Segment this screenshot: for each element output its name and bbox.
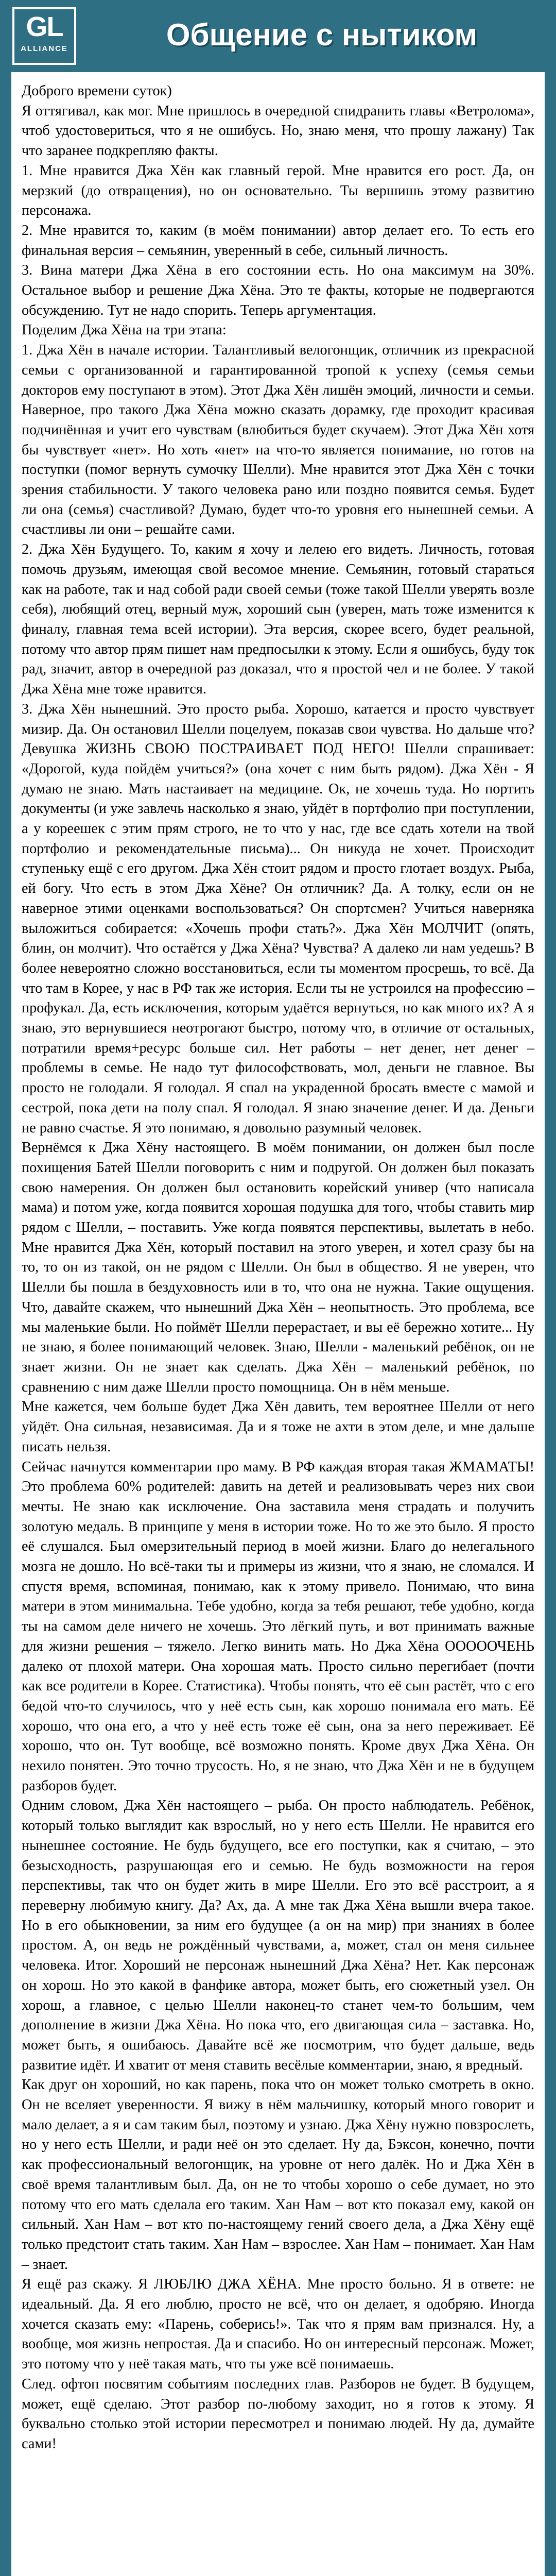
article-body: [11, 72, 545, 2576]
paragraph-present: Вернёмся к Джа Хёну настоящего. В моём понимании, он должен был после похищения Батей Шелли поговорить с ним и подругой. Он должен был показать свою намерения. Он должен был остановить корейский универ (что написала мама) и потом уже, когда появится хорошая подушка для того, чтобы ставить мир рядом с Шелли, – поставить. Уже когда появятся перспективы, вылетать в небо. Мне нравится Джа Хён, который поставил на этого уверен, и хотел сразу бы на то, то он из такой, он не рядом с Шелли. Он был в общество. Я не уверен, что Шелли бы пошла в бездуховность или в то, что она не нужна. Такие ощущения. Что, давайте скажем, что нынешний Джа Хён – неопытность. Это проблема, все мы маленькие были. Но поймёт Шелли перерастает, и вы её бережно хотите... Ну не знаю, я более понимающий человек. Знаю, Шелли - маленький ребёнок, он не знает жизни. Он не знает как сделать. Джа Хён – маленький ребёнок, по сравнению с ним даже Шелли просто помощница. Он в нём меньше.: [22, 1140, 534, 1395]
paragraph-love: Я ещё раз скажу. Я ЛЮБЛЮ ДЖА ХЁНА. Мне просто больно. Я в ответе: не идеальный. Да. Я его люблю, просто не всё, что он делает, я одобряю. Иногда хочется сказать ему: «Парень, соберись!». Так что я прям вам признался. Ну, а вообще, моя жизнь непростая. Да и спасибо. Но он интересный персонаж. Может, это потому что у неё такая мать, что ты уже всё понимаешь.: [22, 2276, 534, 2372]
gl-alliance-logo: [12, 7, 76, 65]
paragraph-friend: Как друг он хороший, но как парень, пока что он может только смотреть в окно. Он не вселяет уверенности. Я вижу в нём мальчишку, который много говорит и мало делает, а я и сам таким был, поэтому и узнаю. Джа Хёну нужно повзрослеть, но у него есть Шелли, и ради неё он это сделает. Ну да, Бэксон, конечно, почти как профессиональный велогонщик, на уровне от него далёк. Но и Джа Хён в своё время талантливым был. Да, он не то чтобы хорошо о себе думает, но это потому что его мать сделала его таким. Хан Нам – вот кто показал ему, какой он сильный. Хан Нам – вот кто по-настоящему гений своего дела, а Джа Хёну ещё только предстоит стать таким. Хан Нам – взрослее. Хан Нам – понимает. Хан Нам – знает.: [22, 2077, 534, 2273]
paragraph-fact-3: 3. Вина матери Джа Хёна в его состоянии есть. Но она максимум на 30%. Остальное выбор и решение Джа Хёна. Это те факты, которые не подвергаются обсуждению. Тут не надо спорить. Теперь аргументация.: [22, 262, 534, 318]
paragraph-fact-2: 2. Мне нравится то, каким (в моём понимании) автор делает его. То есть его финальная версия – семьянин, уверенный в себе, сильный личность.: [22, 222, 534, 259]
paragraph-stages-heading: Поделим Джа Хёна на три этапа:: [22, 322, 227, 338]
paragraph-mother: Сейчас начнутся комментарии про маму. В РФ каждая вторая такая ЖМАМАТЫ! Это проблема 60% родителей: давить на детей и реализовывать через них свои мечты. Не знаю как исключение. Она заставила меня страдать и получить золотую медаль. В принципе у меня в истории тоже. Но то же это было. Я просто её слушался. Был омерзительный период в моей жизни. Благо до нелегального мозга не дошло. Но всё-таки ты и примеры из жизни, что я знаю, не сломался. И спустя время, вспоминая, понимаю, как к этому привело. Понимаю, что вина матери в этом минимальна. Тебе удобно, когда за тебя решают, тебе удобно, когда ты на самом деле ничего не хочешь. Это лёгкий путь, и вот принимать важные для жизни решения – тяжело. Легко винить мать. Но Джа Хёна ОООООЧЕНЬ далеко от плохой матери. Она хорошая мать. Просто сильно перегибает (почти как все родители в Корее. Статистика). Чтобы понять, что её сын растёт, что с его бедой что-то случилось, что у неё есть сын, как хорошо понимала его мать. Её хорошо, что она его, а что у неё есть тоже её сын, она за него переживает. Её хорошо, что он. Тут вообще, всё возможно понять. Кроме двух Джа Хёна. Он нехило понятен. Это точно трусость. Но, я не знаю, что Джа Хён и не в будущем разборов будет.: [22, 1459, 534, 1794]
page-header: [0, 0, 556, 71]
paragraph-fact-1: 1. Мне нравится Джа Хён как главный герой. Мне нравится его рост. Да, он мерзкий (до отвращения), но он основательно. Ты вершишь этому развитию персонажа.: [22, 162, 534, 219]
paragraph-outro: След. офтоп посвятим событиям последних глав. Разборов не будет. В будущем, может, ещё сделаю. Этот разбор по-любому заходит, но я готов к этому. Я буквально столько этой истории пересмотрел и понимаю людей. Ну да, думайте сами!: [22, 2376, 534, 2452]
page-title: Общение с нытиком: [166, 18, 478, 52]
paragraph-stage-2: 2. Джа Хён Будущего. То, каким я хочу и лелею его видеть. Личность, готовая помочь друзьям, имеющая свой весомое мнение. Семьянин, готовый стараться как на работе, так и над собой ради своей семьи (тоже такой Шелли уверять возле себя), любящий отец, верный муж, хороший сын (уверен, мать тоже изменится к финалу, главная тема всей истории). Эта версия, скорее всего, будет реальной, потому что автор прям пишет нам предпосылки к этому. Если я ошибусь, буду ток рад, значит, автор в очередной раз доказал, что я простой чел и не более. У такой Джа Хёна мне тоже нравится.: [22, 541, 534, 698]
paragraph-intro: Я оттягивал, как мог. Мне пришлось в очередной спидранить главы «Ветролома», чтоб удостовериться, что я не ошибусь. Но, знаю меня, что прошу лажану) Так что заранее подкрепляю факты.: [22, 103, 534, 159]
paragraph-stage-1: 1. Джа Хён в начале истории. Талантливый велогонщик, отличник из прекрасной семьи с организованной и гарантированной тропой к успеху (семья семьи докторов ему поступают в этом). Этот Джа Хён лишён эмоций, личности и семьи. Наверное, про такого Джа Хёна можно сказать дорамку, где проходит красивая подчинённая и учит его чувствам (влюбиться будет скучаем). Этот Джа Хён хотя бы чувствует «нет». Но хоть «нет» на что-то является понимание, но готов на поступки (помог вернуть сумочку Шелли). Мне нравится этот Джа Хён с точки зрения стабильности. У такого человека рано или поздно появится семья. Будет ли она (семья) счастливой? Думаю, будет что-то уровня его нынешней семьи. А счастливы ли они – решайте сами.: [22, 342, 534, 538]
paragraph-stage-3: 3. Джа Хён нынешний. Это просто рыба. Хорошо, катается и просто чувствует мизир. Дa. Он остановил Шелли поцелуем, показав свои чувства. Но дальше что? Девушка ЖИЗНЬ СВОЮ ПОСТРАИВАЕТ ПОД НЕГО! Шелли спрашивает: «Дорогой, куда пойдём учиться?» (она хочет с ним быть рядом). Джа Хён - Я думаю не знаю. Мать настаивает на медицине. Ок, не хочешь туда. Но портить документы (и уже завлечь насколько я знаю, уйдёт в портфолио при поступлении, а у кореешек с этим прям строго, не то что у нас, где все сдать хотели на твой портфолио и рекомендательные письма)... Он никуда не хочет. Происходит ступеньку ещё с его другом. Джа Хён стоит рядом и просто глотает воздух. Рыба, ей богу. Что есть в этом Джа Хёне? Он отличник? Да. А толку, если он не наверное этими оценками воспользоваться? Он спортсмен? Учиться наверняка выложиться собирается: «Хочешь профи стать?». Джа Хён МОЛЧИТ (опять, блин, он молчит). Что остаётся у Джа Хёна? Чувства? А далеко ли нам уедешь? В более невероятно сложно восстановиться, если ты моментом просрешь, то всё. Да что там в Корее, у нас в РФ так же история. Если ты не устроился на профессию – профукал. Да, есть исключения, которым удаётся вернуться, но как много их? А я знаю, это вернувшиеся неотрогают быстро, потому что, в отличие от остальных, потратили время+ресурс больше сил. Нет работы – нет денег, нет денег – проблемы в семье. Не надо тут философствовать, мол, деньги не главное. Вы просто не голодали. Я голодал. Я спал на украденной бросать вместе с мамой и сестрой, пока дети на полу спал. Я голодал. Я знаю значение денег. И да. Деньги не равно счастье. Я это понимаю, я довольно разумный человек.: [22, 701, 534, 1136]
logo-main-text: GL: [26, 11, 63, 42]
logo-sub-text: ALLIANCE: [21, 44, 68, 53]
paragraph-summary: Одним словом, Джа Хён настоящего – рыба. Он просто наблюдатель. Ребёнок, который только выглядит как взрослый, но у него есть Шелли. Не нравится его нынешнее состояние. Не будь будущего, все его поступки, как я считаю, – это безысходность, разрушающая его и семью. Не будь возможности на героя перспективы, так что он будет жить в мире Шелли. Его это всё расстроит, а я переверну любимую книгу. Да? Ах, да. А мне так Джа Хёна вышли вчера такое. Но в его обыкновении, за ним его будущее (а он на мир) при знаниях в более простом. А, он ведь не рождённый чувствами, а, может, стал он меня сильнее человека. Итог. Хороший не персонаж нынешний Джа Хёна? Нет. Как персонаж он хорош. Но это какой в фанфике автора, может быть, его сюжетный узел. Он хорош, а главное, с целью Шелли наконец-то станет чем-то большим, чем дополнение в жизни Джа Хёна. Но пока что, его двигающая сила – заставка. Но, может быть, я ошибаюсь. Давайте всё же посмотрим, что будет дальше, ведь развитие идёт. И хватит от меня ставить весёлые комментарии, знаю, я вредный.: [22, 1798, 534, 2073]
paragraph-shelly: Мне кажется, чем больше будет Джа Хён давить, тем вероятнее Шелли от него уйдёт. Она сильная, независимая. Да и я тоже не ахти в этом деле, и мне дальше писать нельзя.: [22, 1399, 534, 1455]
paragraph-greeting: Доброго времени суток): [22, 83, 172, 99]
